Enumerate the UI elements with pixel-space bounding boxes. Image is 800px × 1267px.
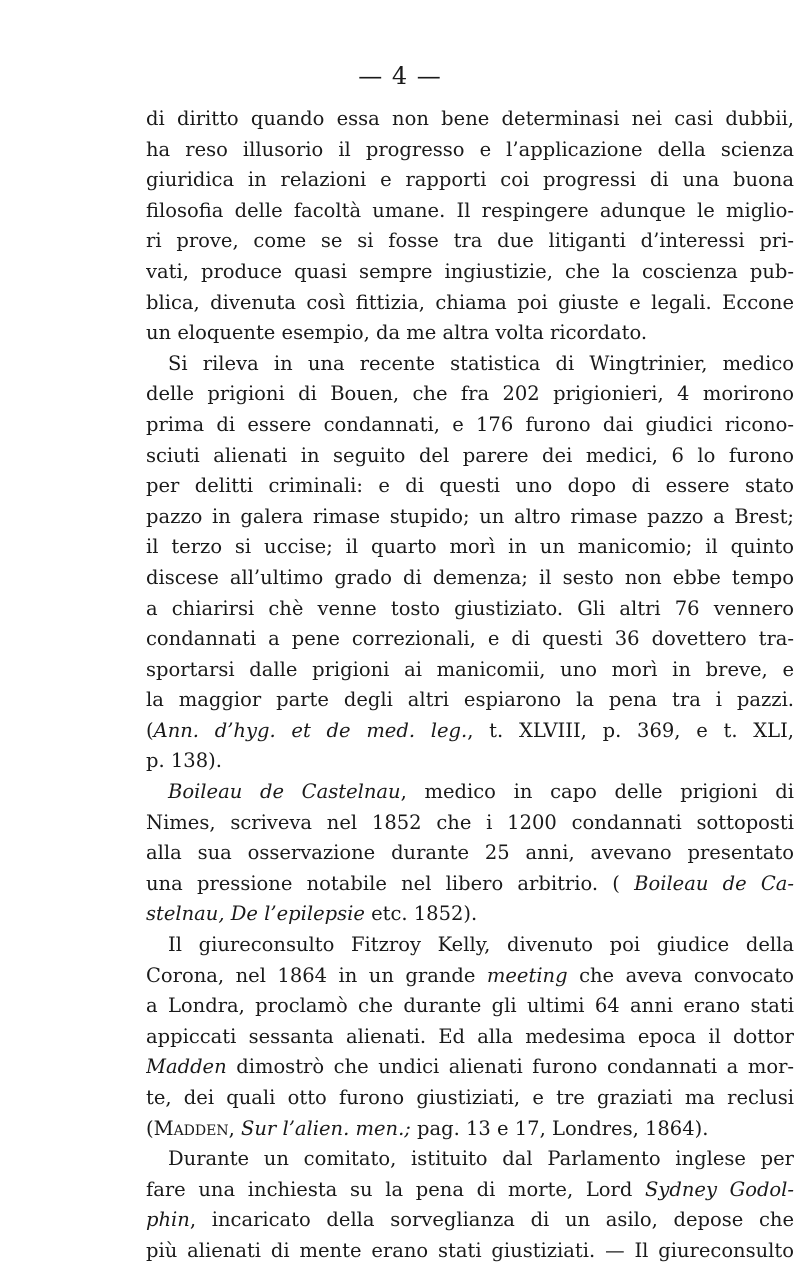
text-segment: etc. 1852). — [364, 902, 478, 926]
text-segment: Durante un comitato, istituito dal Parlamento inglese per — [168, 1147, 794, 1171]
text-line — [146, 104, 794, 135]
text-segment: blica, divenuta così fittizia, chiama poi giuste e legali. Eccone — [146, 290, 794, 314]
text-line — [146, 1022, 794, 1053]
text-segment: sportarsi dalle prigioni ai manicomii, uno morì in breve, e — [146, 657, 794, 681]
page-number: — 4 — — [358, 62, 442, 90]
text-line — [146, 899, 794, 930]
text-line — [146, 1052, 794, 1083]
text-segment: a chiarirsi chè venne tosto giustiziato. Gli altri 76 vennero — [146, 596, 794, 620]
text-segment: ri prove, come se si fosse tra due litiganti d’interessi pri- — [146, 229, 794, 253]
text-segment: che aveva convocato — [567, 963, 794, 987]
text-line — [146, 532, 794, 563]
text-line — [146, 288, 794, 319]
text-line — [146, 257, 794, 288]
text-segment: Ann. d’hyg. et de med. leg. — [153, 718, 468, 742]
text-segment: stelnau, De l’epilepsie — [146, 902, 365, 926]
text-segment: Sydney Godol- — [644, 1177, 794, 1201]
text-segment: fare una inchiesta su la pena di morte, Lord — [146, 1177, 645, 1201]
text-segment: delle prigioni di Bouen, che fra 202 prigionieri, 4 morirono — [146, 382, 794, 406]
text-segment: una pressione notabile nel libero arbitrio. ( — [146, 871, 635, 895]
text-segment: , — [228, 1116, 242, 1140]
text-line — [146, 318, 794, 349]
text-segment: Corona, nel 1864 in un grande — [146, 963, 487, 987]
text-segment: condannati a pene correzionali, e di questi 36 dovettero tra- — [146, 627, 794, 651]
text-segment: per delitti criminali: e di questi uno dopo di essere stato — [146, 474, 794, 498]
text-segment: Madden — [146, 1055, 227, 1079]
text-line — [146, 379, 794, 410]
text-line — [146, 196, 794, 227]
text-line — [146, 869, 794, 900]
text-segment: Boileau de Ca- — [634, 871, 794, 895]
text-line — [146, 410, 794, 441]
text-segment: prima di essere condannati, e 176 furono dai giudici ricono- — [146, 412, 794, 436]
text-segment: appiccati sessanta alienati. Ed alla medesima epoca il dottor — [146, 1024, 794, 1048]
text-segment: , medico in capo delle prigioni di — [400, 780, 794, 804]
body-text — [146, 104, 794, 1267]
text-line — [146, 165, 794, 196]
text-segment: dimostrò che undici alienati furono condannati a mor- — [226, 1055, 794, 1079]
text-segment: alla sua osservazione durante 25 anni, avevano presentato — [146, 841, 794, 865]
text-line — [146, 838, 794, 869]
text-line — [146, 716, 794, 747]
text-segment: Nimes, scriveva nel 1852 che i 1200 condannati sottoposti — [146, 810, 794, 834]
text-segment: Si rileva in una recente statistica di Wingtrinier, medico — [168, 351, 794, 375]
text-segment: Boileau de Castelnau — [168, 780, 401, 804]
text-line — [146, 1144, 794, 1175]
text-segment: meeting — [486, 963, 568, 987]
text-segment: giuridica in relazioni e rapporti coi progressi di una buona — [146, 168, 794, 192]
text-line — [146, 685, 794, 716]
text-segment: pazzo in galera rimase stupido; un altro rimase pazzo a Brest; — [146, 504, 794, 528]
text-line — [146, 777, 794, 808]
text-segment: Sur l’alien. men.; — [241, 1116, 411, 1140]
text-line — [146, 961, 794, 992]
text-segment: pag. 13 e 17, Londres, 1864). — [410, 1116, 709, 1140]
text-line — [146, 624, 794, 655]
text-segment: Il giureconsulto Fitzroy Kelly, divenuto poi giudice della — [168, 933, 794, 957]
text-line — [146, 135, 794, 166]
text-segment: p. 138). — [146, 749, 222, 773]
text-line — [146, 1205, 794, 1236]
text-segment: vati, produce quasi sempre ingiustizie, che la coscienza pub- — [146, 259, 794, 283]
text-line — [146, 991, 794, 1022]
text-segment: sciuti alienati in seguito del parere dei medici, 6 lo furono — [146, 443, 794, 467]
text-segment: filosofia delle facoltà umane. Il respingere adunque le miglio- — [146, 198, 794, 222]
text-line — [146, 441, 794, 472]
text-segment: ha reso illusorio il progresso e l’applicazione della scienza — [146, 137, 794, 161]
text-segment: te, dei quali otto furono giustiziati, e tre graziati ma reclusi — [146, 1086, 794, 1109]
text-line — [146, 930, 794, 961]
text-line — [146, 1083, 794, 1114]
text-segment: discese all’ultimo grado di demenza; il sesto non ebbe tempo — [146, 565, 794, 589]
text-segment: di diritto quando essa non bene determinasi nei casi dubbii, — [146, 107, 794, 130]
text-segment: il terzo si uccise; il quarto morì in un manicomio; il quinto — [146, 535, 794, 559]
text-line — [146, 655, 794, 686]
text-line — [146, 1236, 794, 1267]
text-line — [146, 502, 794, 533]
text-segment: Madden — [153, 1116, 229, 1140]
text-segment: a Londra, proclamò che durante gli ultimi 64 anni erano stati — [146, 994, 794, 1018]
text-line — [146, 746, 794, 777]
text-line — [146, 349, 794, 380]
text-segment: phin — [146, 1208, 190, 1232]
text-line — [146, 1175, 794, 1206]
text-segment: più alienati di mente erano stati giustiziati. — Il giureconsulto — [146, 1238, 794, 1262]
text-segment: ( — [146, 1116, 154, 1140]
text-line — [146, 471, 794, 502]
text-line — [146, 563, 794, 594]
text-segment: , t. XLVIII, p. 369, e t. XLI, — [467, 718, 794, 742]
text-segment: , incaricato della sorveglianza di un asilo, depose che — [189, 1208, 794, 1232]
text-line — [146, 808, 794, 839]
text-segment: la maggior parte degli altri espiarono la pena tra i pazzi. — [146, 688, 794, 712]
text-segment: ( — [146, 718, 154, 742]
text-line — [146, 226, 794, 257]
text-line — [146, 594, 794, 625]
text-line — [146, 1114, 794, 1145]
text-segment: un eloquente esempio, da me altra volta ricordato. — [146, 321, 648, 345]
